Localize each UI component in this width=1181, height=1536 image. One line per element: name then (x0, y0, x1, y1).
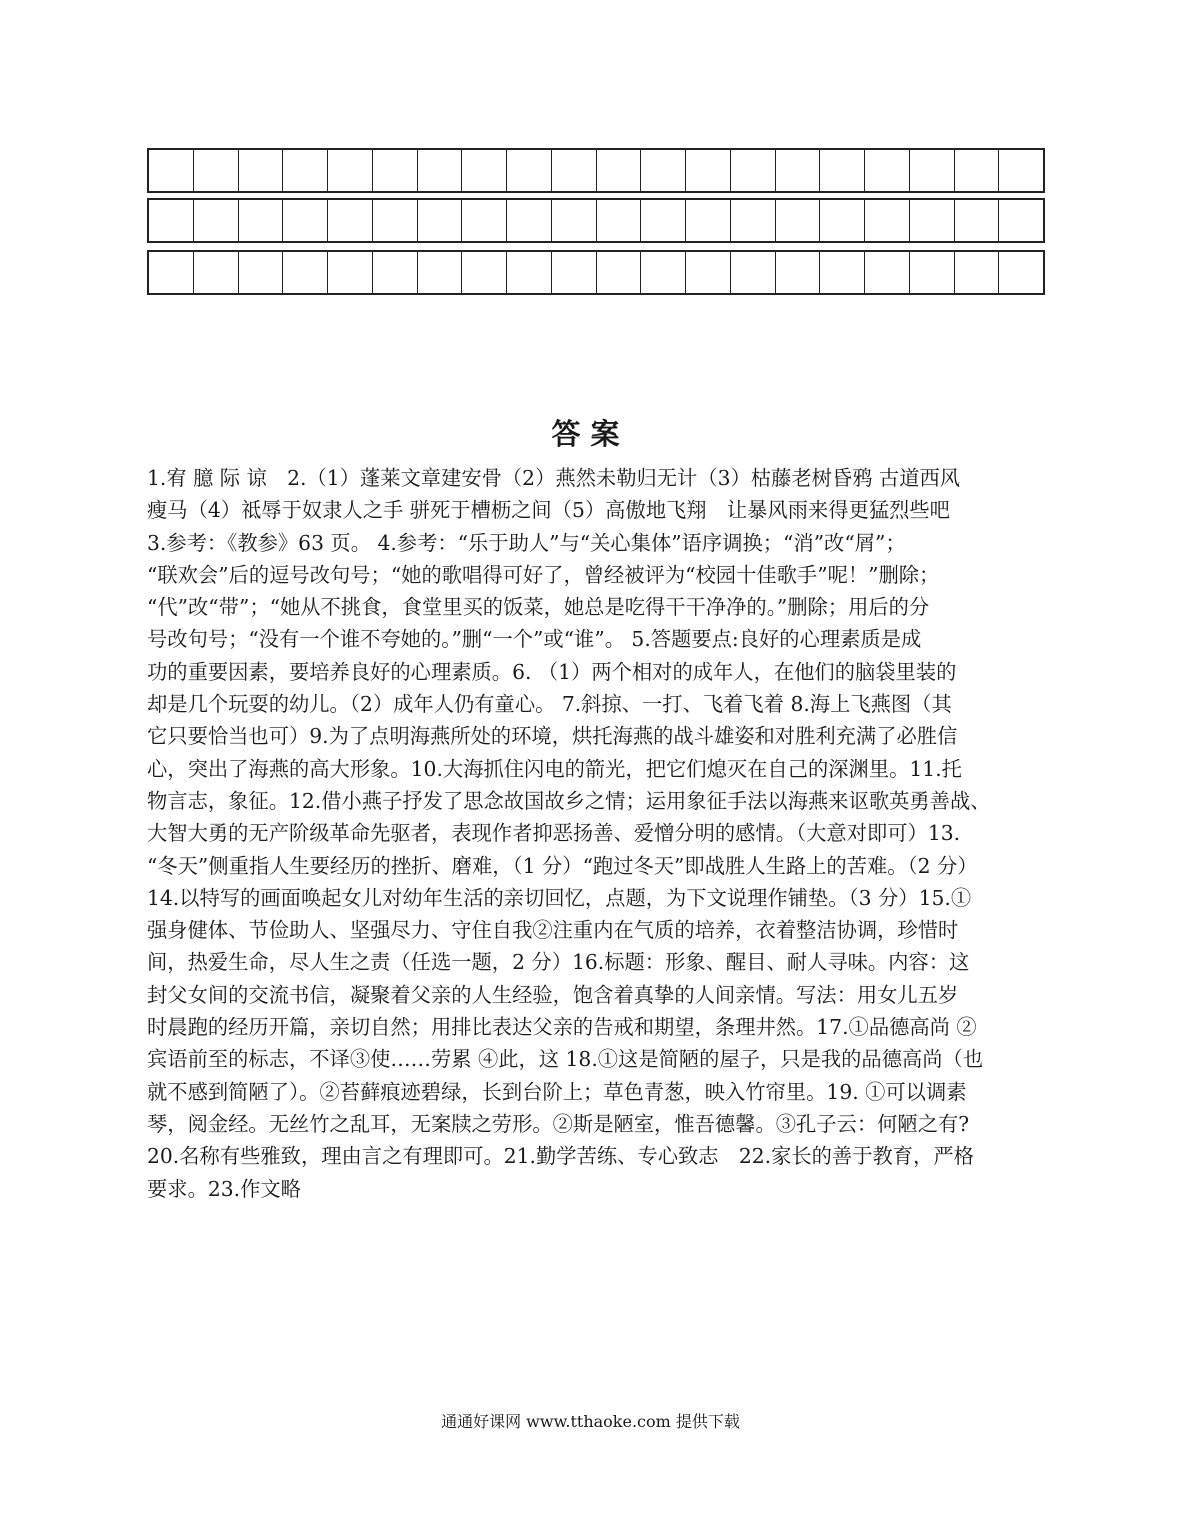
grid-cell (999, 252, 1043, 293)
answer-line: 宾语前至的标志，不译③使……劳累 ④此，这 18.①这是简陋的屋子，只是我的品德高尚（也 (147, 1047, 984, 1072)
answer-title: 答案 (551, 417, 630, 451)
answer-line: 强身健体、节俭助人、坚强尽力、守住自我②注重内在气质的培养，衣着整洁协调，珍惜时 (147, 918, 959, 943)
answer-line: 大智大勇的无产阶级革命先驱者，表现作者抑恶扬善、爱憎分明的感情。（大意对即可）13. (147, 821, 961, 846)
answer-line: 功的重要因素，要培养良好的心理素质。6. （1）两个相对的成年人，在他们的脑袋里装的 (147, 659, 957, 684)
grid-cell (820, 200, 865, 241)
grid-cell (418, 150, 463, 191)
grid-cell (820, 150, 865, 191)
grid-cell (373, 252, 418, 293)
grid-cell (194, 150, 239, 191)
answer-line: 时晨跑的经历开篇，亲切自然；用排比表达父亲的告戒和期望，条理井然。17.①品德高尚 ② (147, 1015, 977, 1040)
answer-line: 号改句号；“没有一个谁不夸她的。”删“一个”或“谁”。 5.答题要点:良好的心理素质是成 (147, 627, 922, 652)
grid-cell (686, 150, 731, 191)
grid-cell (955, 252, 1000, 293)
grid-cell (552, 252, 597, 293)
grid-cell (776, 150, 821, 191)
grid-cell (507, 200, 552, 241)
grid-cell (955, 150, 1000, 191)
grid-cell (149, 200, 194, 241)
grid-cell (820, 252, 865, 293)
answer-line: “代”改“带”；“她从不挑食，食堂里买的饭菜，她总是吃得干干净净的。”删除；用后的分 (147, 595, 930, 620)
grid-row (147, 198, 1045, 243)
grid-cell (462, 200, 507, 241)
grid-cell (239, 150, 284, 191)
answer-line: 心，突出了海燕的高大形象。10.大海抓住闪电的箭光，把它们熄灭在自己的深渊里。11.托 (147, 756, 962, 781)
grid-cell (641, 150, 686, 191)
grid-cell (149, 150, 194, 191)
grid-cell (955, 200, 1000, 241)
grid-cell (910, 200, 955, 241)
grid-cell (641, 252, 686, 293)
grid-cell (552, 150, 597, 191)
grid-row (147, 148, 1045, 193)
grid-cell (597, 150, 642, 191)
answer-line: 要求。23.作文略 (147, 1176, 301, 1201)
grid-cell (328, 200, 373, 241)
grid-cell (865, 252, 910, 293)
grid-cell (865, 150, 910, 191)
grid-cell (999, 200, 1043, 241)
answer-line: 1.宥 臆 际 谅 2.（1）蓬莱文章建安骨（2）燕然未勒归无计（3）枯藤老树昏鸦 古道西风 (147, 466, 961, 490)
grid-cell (910, 252, 955, 293)
answer-line: 物言志，象征。12.借小燕子抒发了思念故国故乡之情；运用象征手法以海燕来讴歌英勇善战、 (147, 788, 991, 813)
grid-cell (597, 252, 642, 293)
answer-line: 3.参考：《教参》63 页。 4.参考：“乐于助人”与“关心集体”语序调换；“消”改“屑”； (147, 530, 906, 555)
answer-line: 间，热爱生命，尽人生之责（任选一题，2 分）16.标题：形象、醒目、耐人寻味。内容：这 (147, 950, 970, 975)
grid-cell (507, 252, 552, 293)
answer-line: 20.名称有些雅致，理由言之有理即可。21.勤学苦练、专心致志 22.家长的善于教育，严格 (147, 1144, 974, 1169)
grid-cell (731, 150, 776, 191)
grid-cell (597, 200, 642, 241)
answer-text (147, 462, 1027, 1205)
grid-cell (239, 200, 284, 241)
grid-cell (194, 200, 239, 241)
grid-cell (731, 252, 776, 293)
grid-cell (552, 200, 597, 241)
grid-cell (373, 150, 418, 191)
grid-cell (283, 200, 328, 241)
grid-cell (328, 252, 373, 293)
grid-cell (283, 150, 328, 191)
grid-cell (462, 252, 507, 293)
answer-line: 封父女间的交流书信，凝聚着父亲的人生经验，饱含着真挚的人间亲情。写法：用女儿五岁 (147, 982, 959, 1007)
answer-line: 琴，阅金经。无丝竹之乱耳，无案牍之劳形。②斯是陋室，惟吾德馨。③孔子云：何陋之有? (147, 1111, 970, 1136)
grid-cell (462, 150, 507, 191)
answer-line: “冬天”侧重指人生要经历的挫折、磨难，（1 分）“跑过冬天”即战胜人生路上的苦难。（2 分） (147, 853, 978, 878)
grid-cell (239, 252, 284, 293)
grid-cell (731, 200, 776, 241)
grid-cell (686, 200, 731, 241)
grid-cell (776, 200, 821, 241)
grid-cell (194, 252, 239, 293)
answer-line: 瘦马（4）祗辱于奴隶人之手 骈死于槽枥之间（5）高傲地飞翔 让暴风雨来得更猛烈些吧 (147, 498, 950, 523)
grid-cell (999, 150, 1043, 191)
answer-line: “联欢会”后的逗号改句号；“她的歌唱得可好了，曾经被评为“校园十佳歌手”呢！”删除； (147, 562, 940, 587)
grid-row (147, 250, 1045, 295)
grid-cell (418, 200, 463, 241)
grid-cell (776, 252, 821, 293)
answer-line: 却是几个玩耍的幼儿。（2）成年人仍有童心。 7.斜掠、一打、飞着飞着 8.海上飞燕图（其 (147, 692, 952, 717)
grid-cell (641, 200, 686, 241)
answer-line: 14.以特写的画面唤起女儿对幼年生活的亲切回忆，点题，为下文说理作铺垫。（3 分）15.① (147, 885, 972, 910)
grid-cell (507, 150, 552, 191)
grid-cell (283, 252, 328, 293)
answer-line: 就不感到简陋了）。②苔藓痕迹碧绿，长到台阶上；草色青葱，映入竹帘里。19. ①可以调素 (147, 1079, 967, 1104)
grid-cell (418, 252, 463, 293)
grid-cell (865, 200, 910, 241)
grid-cell (373, 200, 418, 241)
grid-cell (149, 252, 194, 293)
footer-text: 通通好课网 www.tthaoke.com 提供下载 (441, 1412, 740, 1431)
grid-cell (910, 150, 955, 191)
grid-cell (328, 150, 373, 191)
answer-line: 它只要恰当也可）9.为了点明海燕所处的环境，烘托海燕的战斗雄姿和对胜利充满了必胜信 (147, 724, 958, 749)
grid-cell (686, 252, 731, 293)
